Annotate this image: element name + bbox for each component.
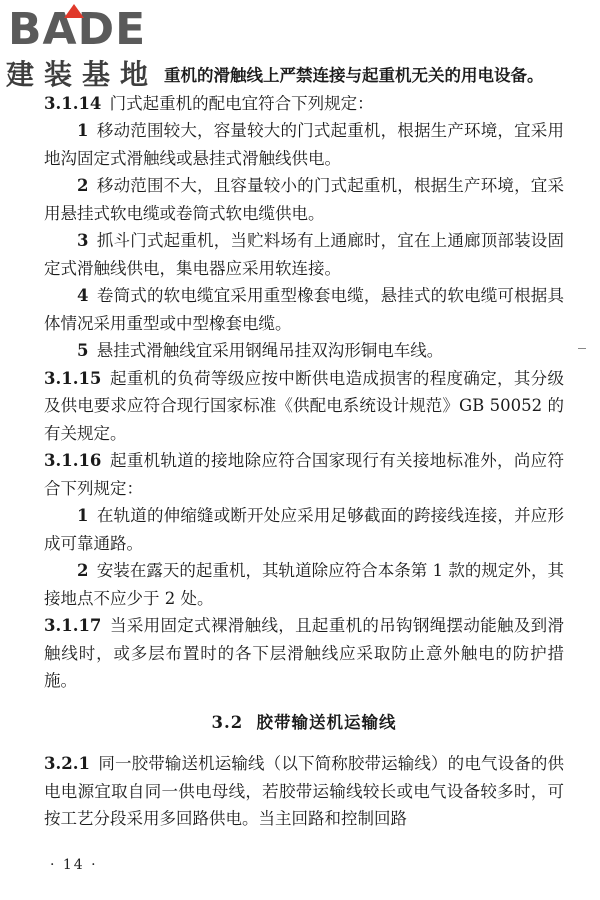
page-number: · 14 ·	[50, 857, 98, 873]
clause-text: 门式起重机的配电宜符合下列规定：	[109, 93, 374, 113]
item-text: 移动范围不大，且容量较小的门式起重机，根据生产环境，宜采用悬挂式软电缆或卷筒式软电缆供电。	[44, 176, 564, 223]
item-text: 在轨道的伸缩缝或断开处应采用足够截面的跨接线连接，并应形成可靠通路。	[44, 506, 564, 553]
item-number: 1	[77, 506, 89, 525]
clause-text: 起重机轨道的接地除应符合国家现行有关接地标准外，尚应符合下列规定：	[44, 451, 564, 498]
list-item	[44, 117, 564, 172]
clause-3-1-15	[44, 365, 564, 448]
list-item	[44, 502, 564, 557]
continued-text: 重机的滑触线上严禁连接与起重机无关的用电设备。	[164, 66, 544, 85]
list-item	[44, 337, 564, 365]
list-item	[44, 282, 564, 337]
item-text: 移动范围较大，容量较大的门式起重机，根据生产环境，宜采用地沟固定式滑触线或悬挂式滑触线供电。	[44, 121, 564, 168]
logo-wordmark: BADE	[8, 4, 147, 55]
clause-3-1-14	[44, 90, 564, 118]
clause-3-1-16	[44, 447, 564, 502]
list-item	[44, 227, 564, 282]
section-heading	[44, 709, 564, 737]
clause-number: 3.1.14	[44, 93, 102, 113]
clause-3-1-17	[44, 612, 564, 695]
item-text: 悬挂式滑触线宜采用钢绳吊挂双沟形铜电车线。	[96, 341, 444, 360]
item-number: 1	[77, 121, 89, 140]
clause-number: 3.1.17	[44, 616, 102, 635]
item-number: 2	[77, 176, 89, 195]
item-text: 卷筒式的软电缆宜采用重型橡套电缆，悬挂式的软电缆可根据具体情况采用重型或中型橡套电缆。	[44, 286, 564, 333]
item-text: 抓斗门式起重机，当贮料场有上通廊时，宜在上通廊顶部装设固定式滑触线供电，集电器应采用软连接。	[44, 231, 564, 278]
item-number: 5	[77, 341, 89, 360]
item-number: 3	[77, 231, 89, 250]
clause-number: 3.2.1	[44, 754, 90, 773]
section-number: 3.2	[211, 712, 244, 732]
clause-text: 同一胶带输送机运输线（以下简称胶带运输线）的电气设备的供电电源宜取自同一供电母线，若胶带运输线较长或电气设备较多时，可按工艺分段采用多回路供电。当主回路和控制回路	[44, 754, 564, 828]
item-number: 4	[77, 286, 89, 305]
logo-accent-triangle	[64, 4, 84, 18]
document-body	[44, 62, 564, 833]
section-title: 胶带输送机运输线	[256, 712, 397, 732]
clause-number: 3.1.15	[44, 368, 102, 388]
list-item	[44, 172, 564, 227]
margin-mark	[578, 348, 586, 349]
clause-text: 起重机的负荷等级应按中断供电造成损害的程度确定，其分级及供电要求应符合现行国家标准《供配电系统设计规范》GB 50052 的有关规定。	[44, 368, 564, 443]
clause-number: 3.1.16	[44, 451, 102, 470]
clause-3-2-1	[44, 750, 564, 833]
item-number: 2	[77, 561, 89, 580]
clause-text: 当采用固定式裸滑触线，且起重机的吊钩钢绳摆动能触及到滑触线时，或多层布置时的各下层滑触线应采取防止意外触电的防护措施。	[44, 616, 564, 690]
logo-subtitle: 建装基地	[6, 58, 159, 91]
list-item	[44, 557, 564, 612]
item-text: 安装在露天的起重机，其轨道除应符合本条第 1 款的规定外，其接地点不应少于 2 处。	[44, 561, 564, 608]
